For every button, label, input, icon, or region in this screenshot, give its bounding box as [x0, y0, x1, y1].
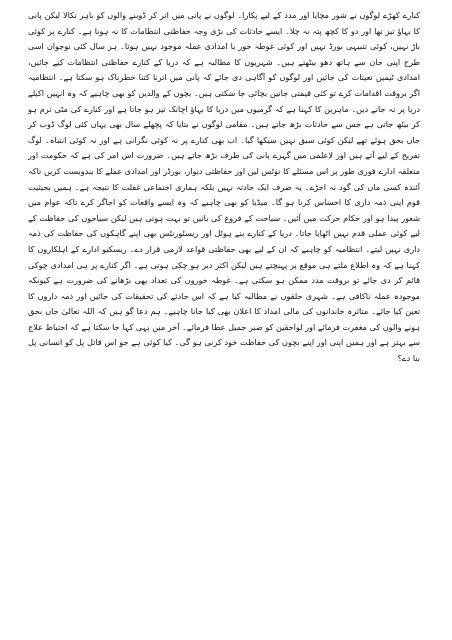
article-paragraph: کنارے کھڑے لوگوں نے شور مچایا اور مدد کے لیے پکارا۔ لوگوں نے پانی میں اتر کر ڈوبنے والوں کو باہر نکالا لیکن پانی کا بہاؤ تیز تھا اور دو کا کچھ پتہ نہ چلا۔ ایسے حادثات کی بڑی وجہ حفاظتی انتظامات کا نہ ہونا ہے۔ کنارے پر کوئی باڑ نہیں، کوئی تنبیہی بورڈ نہیں اور کوئی غوطہ خور یا امدادی عملہ موجود نہیں ہوتا۔ ہر سال کئی نوجوان اسی طرح اپنی جان سے ہاتھ دھو بیٹھتے ہیں۔ شہریوں کا مطالبہ ہے کہ دریا کے کنارے حفاظتی انتظامات کیے جائیں، امدادی ٹیمیں تعینات کی جائیں اور لوگوں کو آگاہی دی جائے کہ پانی میں اترنا کتنا خطرناک ہو سکتا ہے۔ انتظامیہ اگر بروقت اقدامات کرے تو کئی قیمتی جانیں بچائی جا سکتی ہیں۔ بچوں کے والدین کو بھی چاہیے کہ وہ انہیں اکیلے دریا پر نہ جانے دیں۔ ماہرین کا کہنا ہے کہ گرمیوں میں دریا کا بہاؤ اچانک تیز ہو جاتا ہے اور کنارے کی مٹی نرم ہو کر بیٹھ جاتی ہے جس سے حادثات بڑھ جاتے ہیں۔ مقامی لوگوں نے بتایا کہ پچھلے سال بھی یہاں کئی لوگ ڈوب کر جاں بحق ہوئے تھے لیکن کوئی سبق نہیں سیکھا گیا۔ اب بھی کنارے پر نہ کوئی نگرانی ہے اور نہ کوئی انتباہ۔ لوگ تفریح کے لیے آتے ہیں اور لاعلمی میں گہرے پانی کی طرف بڑھ جاتے ہیں۔ ضرورت اس امر کی ہے کہ حکومت اور متعلقہ ادارے فوری طور پر اس مسئلے کا نوٹس لیں اور حفاظتی دیوار، بورڈز اور امدادی عملے کا بندوبست کریں تاکہ آئندہ کسی ماں کی گود نہ اجڑے۔ یہ صرف ایک حادثہ نہیں بلکہ ہماری اجتماعی غفلت کا نتیجہ ہے۔ ہمیں بحیثیت قوم اپنی ذمہ داری کا احساس کرنا ہو گا۔ میڈیا کو بھی چاہیے کہ وہ ایسے واقعات کو اجاگر کرے تاکہ عوام میں شعور پیدا ہو اور حکام حرکت میں آئیں۔ سیاحت کے فروغ کی باتیں تو بہت ہوتی ہیں لیکن سیاحوں کی حفاظت کے لیے کوئی عملی قدم نہیں اٹھایا جاتا۔ دریا کے کنارے بنے ہوٹل اور ریسٹورنٹس بھی اپنے گاہکوں کی حفاظت کی ذمہ داری نہیں لیتے۔ انتظامیہ کو چاہیے کہ ان کے لیے بھی حفاظتی قواعد لازمی قرار دے۔ ریسکیو ادارے کے اہلکاروں کا کہنا ہے کہ وہ اطلاع ملتے ہی موقع پر پہنچتے ہیں لیکن اکثر دیر ہو چکی ہوتی ہے۔ اگر کنارے پر ہی امدادی چوکی قائم کر دی جائے تو بروقت مدد ممکن ہو سکتی ہے۔ غوطہ خوروں کی تعداد بھی بڑھانے کی ضرورت ہے کیونکہ موجودہ عملہ ناکافی ہے۔ شہری حلقوں نے مطالبہ کیا ہے کہ اس حادثے کی تحقیقات کی جائیں اور ذمہ داروں کا تعین کیا جائے۔ متاثرہ خاندانوں کی مالی امداد کا اعلان بھی کیا جانا چاہیے۔ ہم دعا گو ہیں کہ اللہ تعالیٰ جاں بحق ہونے والوں کی مغفرت فرمائے اور لواحقین کو صبر جمیل عطا فرمائے۔ آخر میں یہی کہا جا سکتا ہے کہ احتیاط علاج سے بہتر ہے اور ہمیں اپنی اور اپنے بچوں کی حفاظت خود کرنی ہو گی۔ کیا کوئی ہے جو اس قاتل پل کو انسانی پل بنا دے؟ — [28, 10, 420, 364]
article-body — [28, 8, 420, 367]
